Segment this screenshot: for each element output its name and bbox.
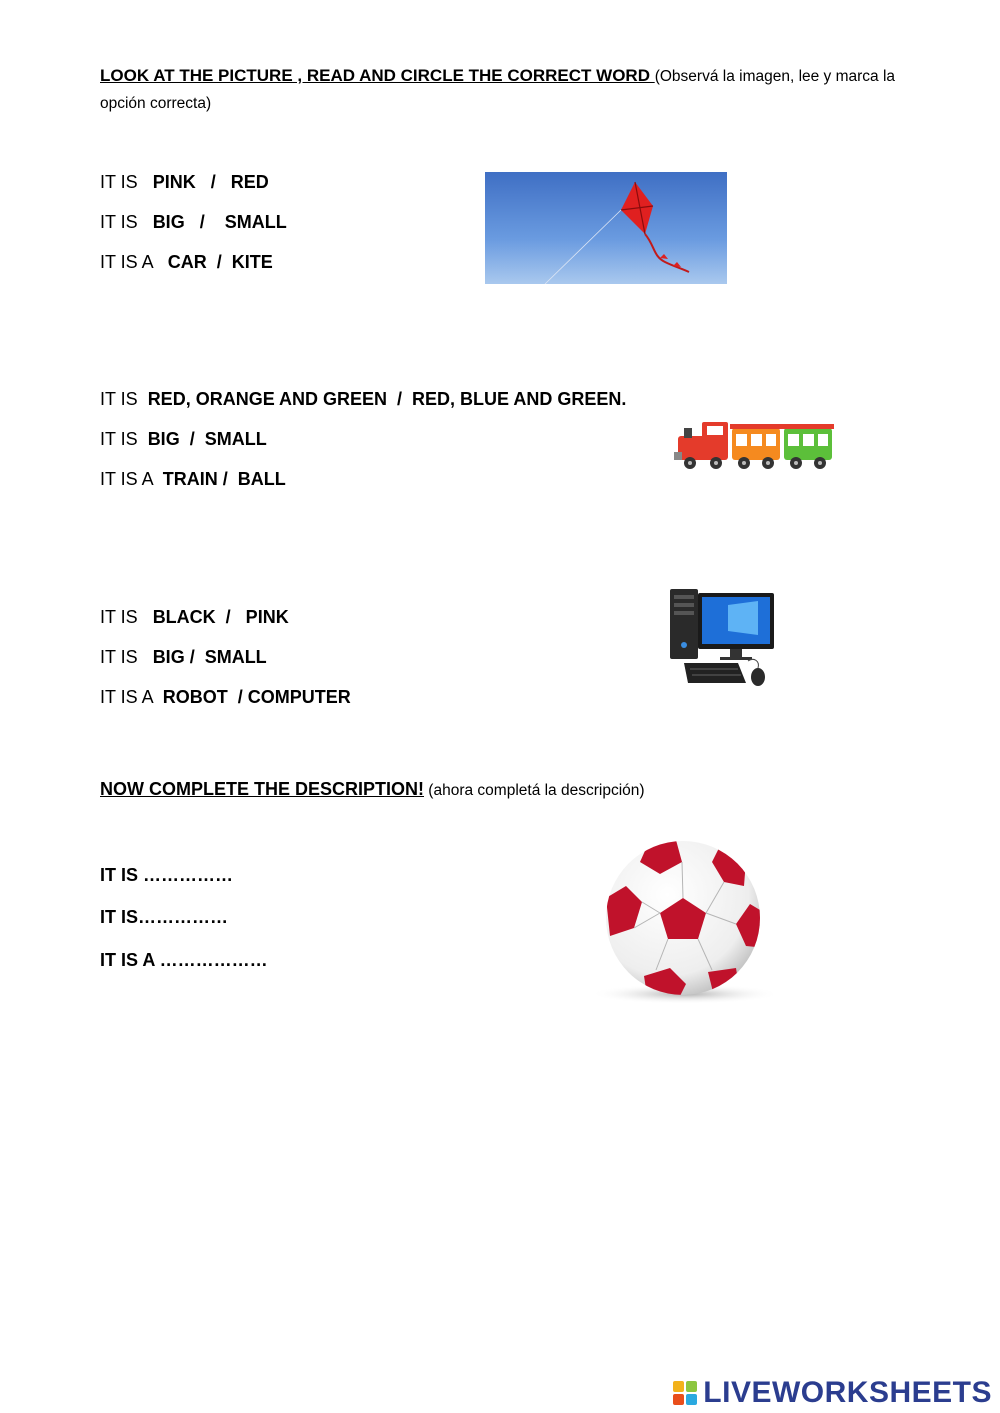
line-prefix: IT IS [100, 389, 148, 409]
answer-options[interactable]: BIG / SMALL [152, 212, 287, 232]
instructions [100, 62, 900, 117]
fill-line-2[interactable]: IT IS…………… [100, 907, 229, 927]
complete-heading [100, 779, 645, 800]
line-prefix: IT IS A [100, 252, 168, 272]
section-2-line-1 [100, 389, 626, 410]
section-3-line-1 [100, 607, 289, 628]
section-1-line-1 [100, 172, 269, 193]
logo-square [673, 1394, 684, 1405]
train-picture [672, 416, 837, 474]
fill-line-3[interactable]: IT IS A ……………… [100, 950, 268, 970]
kite-picture [485, 172, 727, 284]
answer-options[interactable]: RED, ORANGE AND GREEN / RED, BLUE AND GREEN. [147, 389, 627, 409]
liveworksheets-logo-icon [673, 1381, 697, 1405]
fill-line-1[interactable]: IT IS …………… [100, 865, 234, 885]
complete-title: NOW COMPLETE THE DESCRIPTION! [100, 779, 424, 799]
instructions-title: LOOK AT THE PICTURE , READ AND CIRCLE THE CORRECT WORD [100, 66, 655, 85]
answer-options[interactable]: BLACK / PINK [152, 607, 289, 627]
line-prefix: IT IS [100, 429, 148, 449]
complete-subtitle: (ahora completá la descripción) [424, 782, 645, 799]
line-prefix: IT IS [100, 212, 153, 232]
answer-options[interactable]: BIG / SMALL [152, 647, 267, 667]
line-prefix: IT IS A [100, 469, 163, 489]
answer-options[interactable]: ROBOT / COMPUTER [162, 687, 351, 707]
section-3-line-3 [100, 687, 351, 708]
computer-picture [668, 585, 778, 689]
logo-square [686, 1394, 697, 1405]
answer-options[interactable]: TRAIN / BALL [162, 469, 286, 489]
answer-options[interactable]: PINK / RED [152, 172, 269, 192]
line-prefix: IT IS A [100, 687, 163, 707]
line-prefix: IT IS [100, 647, 153, 667]
logo-square [673, 1381, 684, 1392]
section-3-line-2 [100, 647, 267, 668]
answer-options[interactable]: CAR / KITE [167, 252, 273, 272]
section-1-line-2 [100, 212, 287, 233]
logo-square [686, 1381, 697, 1392]
line-prefix: IT IS [100, 172, 153, 192]
answer-options[interactable]: BIG / SMALL [147, 429, 267, 449]
section-2-line-2 [100, 429, 267, 450]
line-prefix: IT IS [100, 607, 153, 627]
instructions-subtitle: (Observá la imagen, lee y marca la opción correcta) [100, 68, 896, 112]
section-2-line-3 [100, 469, 286, 490]
brand-name: LIVEWORKSHEETS [703, 1376, 992, 1409]
ball-picture [590, 836, 790, 1006]
section-1-line-3 [100, 252, 273, 273]
brand-footer [673, 1376, 992, 1410]
